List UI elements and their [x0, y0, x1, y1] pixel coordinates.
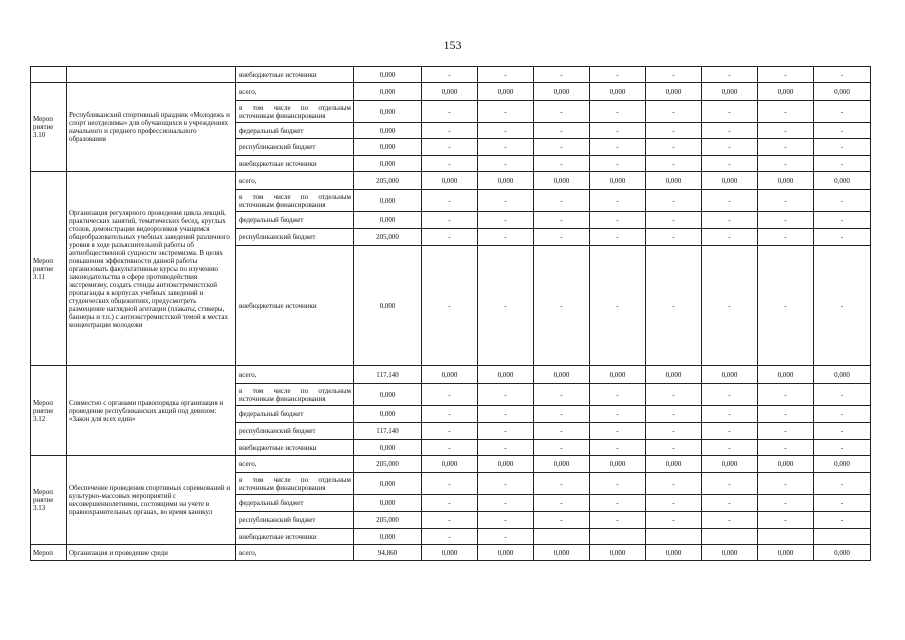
year-value: - [590, 246, 646, 366]
year-value: - [814, 406, 871, 423]
year-value: - [590, 440, 646, 456]
year-value: 0,000 [702, 366, 758, 384]
year-value: - [702, 190, 758, 212]
total-value: 0,000 [354, 83, 422, 101]
year-value: - [590, 190, 646, 212]
year-value: - [534, 101, 590, 123]
year-value: 0,000 [646, 83, 702, 101]
year-value [814, 529, 871, 545]
table-row [31, 456, 871, 473]
year-value: 0,000 [478, 83, 534, 101]
year-value: - [814, 246, 871, 366]
total-value: 0,000 [354, 384, 422, 406]
year-value: - [590, 139, 646, 156]
year-value: - [590, 384, 646, 406]
year-value: 0,000 [478, 545, 534, 561]
year-value: - [590, 156, 646, 172]
year-value: - [758, 101, 814, 123]
year-value: - [814, 212, 871, 229]
year-value: - [702, 101, 758, 123]
year-value: - [422, 473, 478, 495]
funding-source: всего, [236, 456, 354, 473]
measure-description: Организация и проведение среди [67, 545, 236, 561]
funding-source: федеральный бюджет [236, 123, 354, 139]
funding-source: федеральный бюджет [236, 212, 354, 229]
year-value: - [534, 190, 590, 212]
year-value: 0,000 [422, 456, 478, 473]
total-value: 0,000 [354, 495, 422, 512]
year-value: - [702, 440, 758, 456]
year-value: 0,000 [646, 366, 702, 384]
funding-source: федеральный бюджет [236, 406, 354, 423]
year-value: - [422, 229, 478, 246]
year-value: 0,000 [534, 456, 590, 473]
page-number: 153 [443, 38, 462, 52]
measure-description: Обеспечение проведения спортивных соревнований и культурно-массовых мероприятий с несовершеннолетними, состоящими на учете в правоохранительных органах, во время каникул [67, 456, 236, 545]
year-value: - [758, 406, 814, 423]
total-value: 0,000 [354, 123, 422, 139]
year-value: 0,000 [758, 366, 814, 384]
year-value: - [590, 495, 646, 512]
year-value: - [646, 512, 702, 529]
year-value: - [422, 529, 478, 545]
year-value: - [814, 473, 871, 495]
measure-code: Мероп риятие 3.11 [31, 172, 67, 366]
year-value: - [590, 67, 646, 83]
year-value: - [646, 156, 702, 172]
year-value: - [814, 384, 871, 406]
year-value: - [814, 495, 871, 512]
year-value: - [758, 246, 814, 366]
year-value: - [758, 156, 814, 172]
table-row [31, 83, 871, 101]
year-value: 0,000 [590, 83, 646, 101]
year-value: - [534, 512, 590, 529]
year-value: - [814, 123, 871, 139]
year-value: - [478, 139, 534, 156]
year-value: - [702, 156, 758, 172]
total-value: 0,000 [354, 212, 422, 229]
year-value: - [422, 123, 478, 139]
table-row [31, 545, 871, 561]
total-value: 0,000 [354, 473, 422, 495]
year-value: - [646, 440, 702, 456]
year-value: - [422, 67, 478, 83]
year-value: - [590, 229, 646, 246]
year-value: - [814, 423, 871, 440]
year-value: 0,000 [534, 366, 590, 384]
table-row [31, 366, 871, 384]
year-value: 0,000 [422, 83, 478, 101]
year-value: 0,000 [590, 172, 646, 190]
year-value: - [422, 495, 478, 512]
funding-source: федеральный бюджет [236, 495, 354, 512]
year-value: 0,000 [534, 83, 590, 101]
year-value: - [422, 512, 478, 529]
year-value: - [702, 473, 758, 495]
funding-source: всего, [236, 172, 354, 190]
year-value [534, 529, 590, 545]
year-value: - [478, 512, 534, 529]
year-value: - [702, 495, 758, 512]
year-value: 0,000 [478, 456, 534, 473]
measure-description: Организация регулярного проведения цикла лекций, практических занятий, тематических бесед, круглых столов, демонстрации видеороликов учащимся общеобразовательных учебных заведений различного уровня в ходе разъяснительной работы об антиобщественной сущности экстремизма. В целях повышения эффективности данной работы организовать факультативные курсы по изучению законодательства в сфере противодействия экстремизму, создать стенды антиэкстремистской пропаганды в корпусах учебных заведений и студенческих общежитиях, предусмотреть размещение наглядной агитации (плакаты, стикеры, баннеры и т.п.) с антиэкстремистской темой в местах концентрации молодежи [67, 172, 236, 366]
year-value: 0,000 [702, 456, 758, 473]
funding-source: в том числе по отдельным источникам финансирования [236, 101, 354, 123]
year-value: - [758, 384, 814, 406]
funding-source: всего, [236, 545, 354, 561]
year-value: - [814, 156, 871, 172]
year-value: - [422, 406, 478, 423]
year-value [702, 529, 758, 545]
year-value: - [478, 473, 534, 495]
year-value: - [478, 440, 534, 456]
year-value: 0,000 [758, 83, 814, 101]
year-value: - [758, 190, 814, 212]
year-value: 0,000 [534, 545, 590, 561]
year-value: - [590, 423, 646, 440]
year-value: - [758, 212, 814, 229]
year-value: - [702, 123, 758, 139]
measure-code: Мероп риятие 3.13 [31, 456, 67, 545]
table-row [31, 67, 871, 83]
total-value: 0,000 [354, 67, 422, 83]
year-value: - [758, 423, 814, 440]
year-value: - [646, 473, 702, 495]
year-value: - [814, 229, 871, 246]
total-value: 94,860 [354, 545, 422, 561]
funding-source: всего, [236, 83, 354, 101]
year-value: - [534, 139, 590, 156]
year-value: - [422, 190, 478, 212]
year-value: - [478, 67, 534, 83]
year-value: - [646, 384, 702, 406]
funding-source: внебюджетные источники [236, 156, 354, 172]
total-value: 0,000 [354, 246, 422, 366]
year-value: - [534, 440, 590, 456]
year-value: - [646, 190, 702, 212]
year-value: - [758, 123, 814, 139]
total-value: 0,000 [354, 190, 422, 212]
year-value: - [702, 384, 758, 406]
year-value [646, 529, 702, 545]
year-value: 0,000 [590, 456, 646, 473]
funding-source: внебюджетные источники [236, 246, 354, 366]
total-value: 0,000 [354, 440, 422, 456]
funding-source: республиканский бюджет [236, 512, 354, 529]
year-value: - [646, 101, 702, 123]
year-value: - [422, 246, 478, 366]
year-value: - [478, 212, 534, 229]
year-value: - [646, 67, 702, 83]
total-value: 0,000 [354, 406, 422, 423]
year-value: - [646, 246, 702, 366]
year-value: - [702, 246, 758, 366]
year-value: - [534, 495, 590, 512]
year-value: - [590, 473, 646, 495]
year-value: - [422, 101, 478, 123]
measure-description: Республиканский спортивный праздник «Молодежь и спорт неотделимы» для обучающихся в учреждениях начального и среднего профессионального образования [67, 83, 236, 172]
year-value: - [422, 440, 478, 456]
year-value: 0,000 [534, 172, 590, 190]
total-value: 0,000 [354, 529, 422, 545]
year-value: 0,000 [814, 83, 871, 101]
funding-source: внебюджетные источники [236, 67, 354, 83]
measure-code: Мероп риятие 3.10 [31, 83, 67, 172]
year-value: 0,000 [758, 545, 814, 561]
funding-source: республиканский бюджет [236, 139, 354, 156]
total-value: 205,000 [354, 456, 422, 473]
year-value: 0,000 [646, 545, 702, 561]
year-value: - [534, 229, 590, 246]
year-value: 0,000 [702, 172, 758, 190]
measure-description [67, 67, 236, 83]
year-value: - [758, 495, 814, 512]
year-value: - [758, 229, 814, 246]
table-body [31, 67, 871, 561]
year-value: 0,000 [814, 545, 871, 561]
year-value: - [478, 123, 534, 139]
year-value [758, 529, 814, 545]
year-value: 0,000 [478, 366, 534, 384]
year-value: 0,000 [814, 456, 871, 473]
year-value: - [758, 473, 814, 495]
year-value: - [646, 423, 702, 440]
year-value: - [814, 190, 871, 212]
funding-source: республиканский бюджет [236, 423, 354, 440]
year-value: 0,000 [590, 545, 646, 561]
year-value: 0,000 [758, 172, 814, 190]
total-value: 205,000 [354, 172, 422, 190]
year-value: 0,000 [422, 366, 478, 384]
year-value: - [814, 101, 871, 123]
year-value: 0,000 [478, 172, 534, 190]
measure-description: Совместно с органами правопорядка организация и проведение республиканских акций под девизом: «Закон для всех един» [67, 366, 236, 456]
year-value: 0,000 [590, 366, 646, 384]
year-value: - [534, 123, 590, 139]
year-value: - [702, 229, 758, 246]
total-value: 205,000 [354, 229, 422, 246]
year-value: - [422, 212, 478, 229]
year-value: - [422, 423, 478, 440]
funding-source: в том числе по отдельным источникам финансирования [236, 473, 354, 495]
year-value: 0,000 [422, 545, 478, 561]
year-value: - [534, 406, 590, 423]
year-value: - [534, 246, 590, 366]
year-value: - [702, 67, 758, 83]
year-value: - [590, 406, 646, 423]
year-value: - [702, 212, 758, 229]
total-value: 0,000 [354, 139, 422, 156]
measure-code: Мероп риятие 3.12 [31, 366, 67, 456]
year-value: - [478, 101, 534, 123]
year-value: - [758, 512, 814, 529]
year-value: - [646, 406, 702, 423]
year-value: 0,000 [702, 545, 758, 561]
funding-source: в том числе по отдельным источникам финансирования [236, 384, 354, 406]
year-value: - [590, 123, 646, 139]
year-value: - [478, 229, 534, 246]
year-value: 0,000 [422, 172, 478, 190]
funding-source: внебюджетные источники [236, 440, 354, 456]
year-value: - [478, 384, 534, 406]
year-value: - [814, 67, 871, 83]
total-value: 0,000 [354, 101, 422, 123]
year-value: 0,000 [814, 366, 871, 384]
year-value: - [646, 123, 702, 139]
year-value: 0,000 [646, 172, 702, 190]
year-value: - [478, 529, 534, 545]
funding-source: внебюджетные источники [236, 529, 354, 545]
table-row [31, 172, 871, 190]
funding-source: в том числе по отдельным источникам финансирования [236, 190, 354, 212]
year-value: - [646, 212, 702, 229]
year-value: - [534, 156, 590, 172]
year-value: - [478, 246, 534, 366]
year-value: - [702, 406, 758, 423]
total-value: 117,140 [354, 366, 422, 384]
total-value: 205,000 [354, 512, 422, 529]
year-value: - [702, 512, 758, 529]
year-value [590, 529, 646, 545]
year-value: - [478, 190, 534, 212]
year-value: - [814, 139, 871, 156]
year-value: 0,000 [702, 83, 758, 101]
year-value: - [590, 512, 646, 529]
year-value: - [534, 423, 590, 440]
total-value: 117,140 [354, 423, 422, 440]
funding-source: республиканский бюджет [236, 229, 354, 246]
year-value: - [590, 212, 646, 229]
year-value: - [422, 139, 478, 156]
year-value: - [422, 156, 478, 172]
year-value: - [534, 473, 590, 495]
year-value: - [422, 384, 478, 406]
measure-code: Мероп [31, 545, 67, 561]
funding-source: всего, [236, 366, 354, 384]
year-value: 0,000 [646, 456, 702, 473]
total-value: 0,000 [354, 156, 422, 172]
year-value: - [534, 212, 590, 229]
year-value: - [702, 423, 758, 440]
year-value: - [590, 101, 646, 123]
year-value: - [534, 67, 590, 83]
year-value: - [478, 423, 534, 440]
year-value: - [478, 156, 534, 172]
year-value: 0,000 [814, 172, 871, 190]
year-value: - [478, 406, 534, 423]
year-value: - [646, 495, 702, 512]
year-value: - [814, 440, 871, 456]
year-value: 0,000 [758, 456, 814, 473]
year-value: - [758, 67, 814, 83]
year-value: - [758, 440, 814, 456]
year-value: - [534, 384, 590, 406]
year-value: - [702, 139, 758, 156]
year-value: - [814, 512, 871, 529]
funding-table [30, 66, 871, 561]
year-value: - [646, 139, 702, 156]
year-value: - [478, 495, 534, 512]
year-value: - [758, 139, 814, 156]
year-value: - [646, 229, 702, 246]
measure-code [31, 67, 67, 83]
